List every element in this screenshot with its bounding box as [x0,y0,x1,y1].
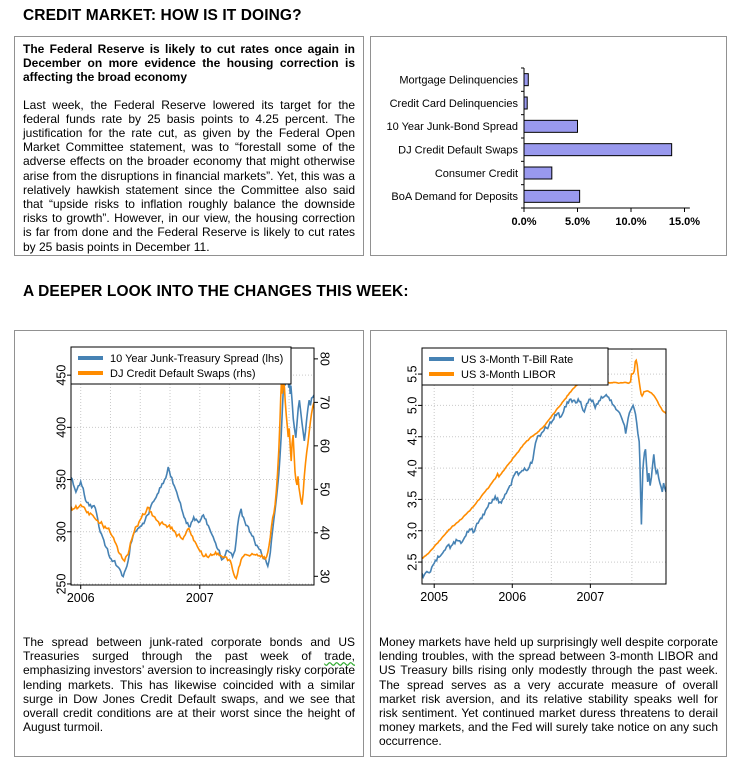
summary-text-box [14,36,364,256]
rhs-tick-label: 30 [317,569,332,584]
rhs-tick-label: 70 [317,395,332,410]
bar [524,97,527,109]
legend-label: 10 Year Junk-Treasury Spread (lhs) [110,352,284,365]
section-title: A DEEPER LOOK INTO THE CHANGES THIS WEEK: [23,283,409,300]
spellcheck-squiggle: trade, [324,649,355,664]
junk-spread-cds-panel [14,330,364,757]
junk-spread-note: The spread between junk-rated corporate bonds and US Treasuries surged through the past week of trade, emphasizing investors’ aversion to increasingly risky corporate lending markets. This has likewise coincided with a similar surge in Dow Jones Credit Default swaps, and we see that overall credit conditions are at their worst since the height of August turmoil. [23,635,355,735]
lhs-tick-label: 400 [54,416,69,438]
bar [524,144,672,156]
rhs-tick-label: 60 [317,438,332,453]
category-label: Credit Card Delinquencies [389,97,518,110]
x-tick-label: 2005 [420,590,449,604]
rhs-tick-label: 40 [317,525,332,540]
summary-body: Last week, the Federal Reserve lowered its target for the federal funds rate by 25 basis points to 4.25 percent. The justification for the rate cut, as given by the Federal Open Market Committee statement, was to “forestall some of the adverse effects on the broader economy that might otherwise arise from the disruptions in financial markets”. Yet, this was a relatively hawkish statement since the Committee also said that “upside risks to inflation roughly balance the downside risks to growth”. However, in our view, the housing correction is far from done and the Federal Reserve is likely to cut rates by 25 basis points in December 11. [23,97,355,254]
value-tick-label: 5.0% [564,216,591,228]
lhs-tick-label: 3.5 [405,490,420,509]
bar [524,190,580,202]
legend-label: US 3-Month T-Bill Rate [461,353,574,366]
weekly-changes-bar-chart-box [370,36,727,256]
x-tick-label: 2007 [185,591,214,605]
bar [524,120,578,132]
x-tick-label: 2006 [66,591,95,605]
category-label: Consumer Credit [434,167,518,180]
category-label: 10 Year Junk-Bond Spread [386,121,518,134]
page-title: CREDIT MARKET: HOW IS IT DOING? [23,7,302,24]
lhs-tick-label: 5.0 [405,396,420,415]
lhs-tick-label: 3.0 [405,522,420,540]
lhs-tick-label: 350 [54,469,69,490]
lhs-tick-label: 250 [54,573,69,595]
value-tick-label: 0.0% [511,216,537,228]
lhs-tick-label: 4.0 [405,459,420,477]
money-markets-note: Money markets have held up surprisingly well despite corporate lending troubles, with the spread between 3-month LIBOR and US Treasury bills rising only modestly through the past week. The spread serves as a very accurate measure of overall market risk aversion, and its relative stability speaks well for risk sentiment. Yet continued market duress threatens to derail money markets, and the Fed will surely take notice on any such occurrence. [379,635,718,749]
series-line [422,360,666,558]
junk-spread-cds-chart [15,331,363,627]
tbill-libor-chart [371,331,726,627]
legend-label: US 3-Month LIBOR [461,368,556,381]
bar [524,167,552,179]
lhs-tick-label: 5.5 [405,365,420,383]
x-tick-label: 2006 [498,590,527,604]
value-tick-label: 15.0% [668,216,701,228]
weekly-changes-bar-chart [371,37,726,255]
category-label: Mortgage Delinquencies [399,74,518,87]
bar [524,74,528,86]
rhs-tick-label: 50 [317,482,332,497]
lhs-tick-label: 4.5 [405,428,420,446]
x-tick-label: 2007 [576,590,605,604]
lhs-tick-label: 450 [54,364,69,386]
value-tick-label: 10.0% [615,216,647,228]
rhs-tick-label: 80 [317,351,332,366]
tbill-libor-panel [370,330,727,757]
lhs-tick-label: 300 [54,521,69,543]
series-line [422,395,666,577]
legend-label: DJ Credit Default Swaps (rhs) [110,367,256,380]
category-label: BoA Demand for Deposits [391,191,518,204]
summary-lead: The Federal Reserve is likely to cut rates once again in December on more evidence the housing correction is affecting the broad economy [23,42,355,85]
category-label: DJ Credit Default Swaps [398,144,518,157]
lhs-tick-label: 2.5 [405,553,420,571]
